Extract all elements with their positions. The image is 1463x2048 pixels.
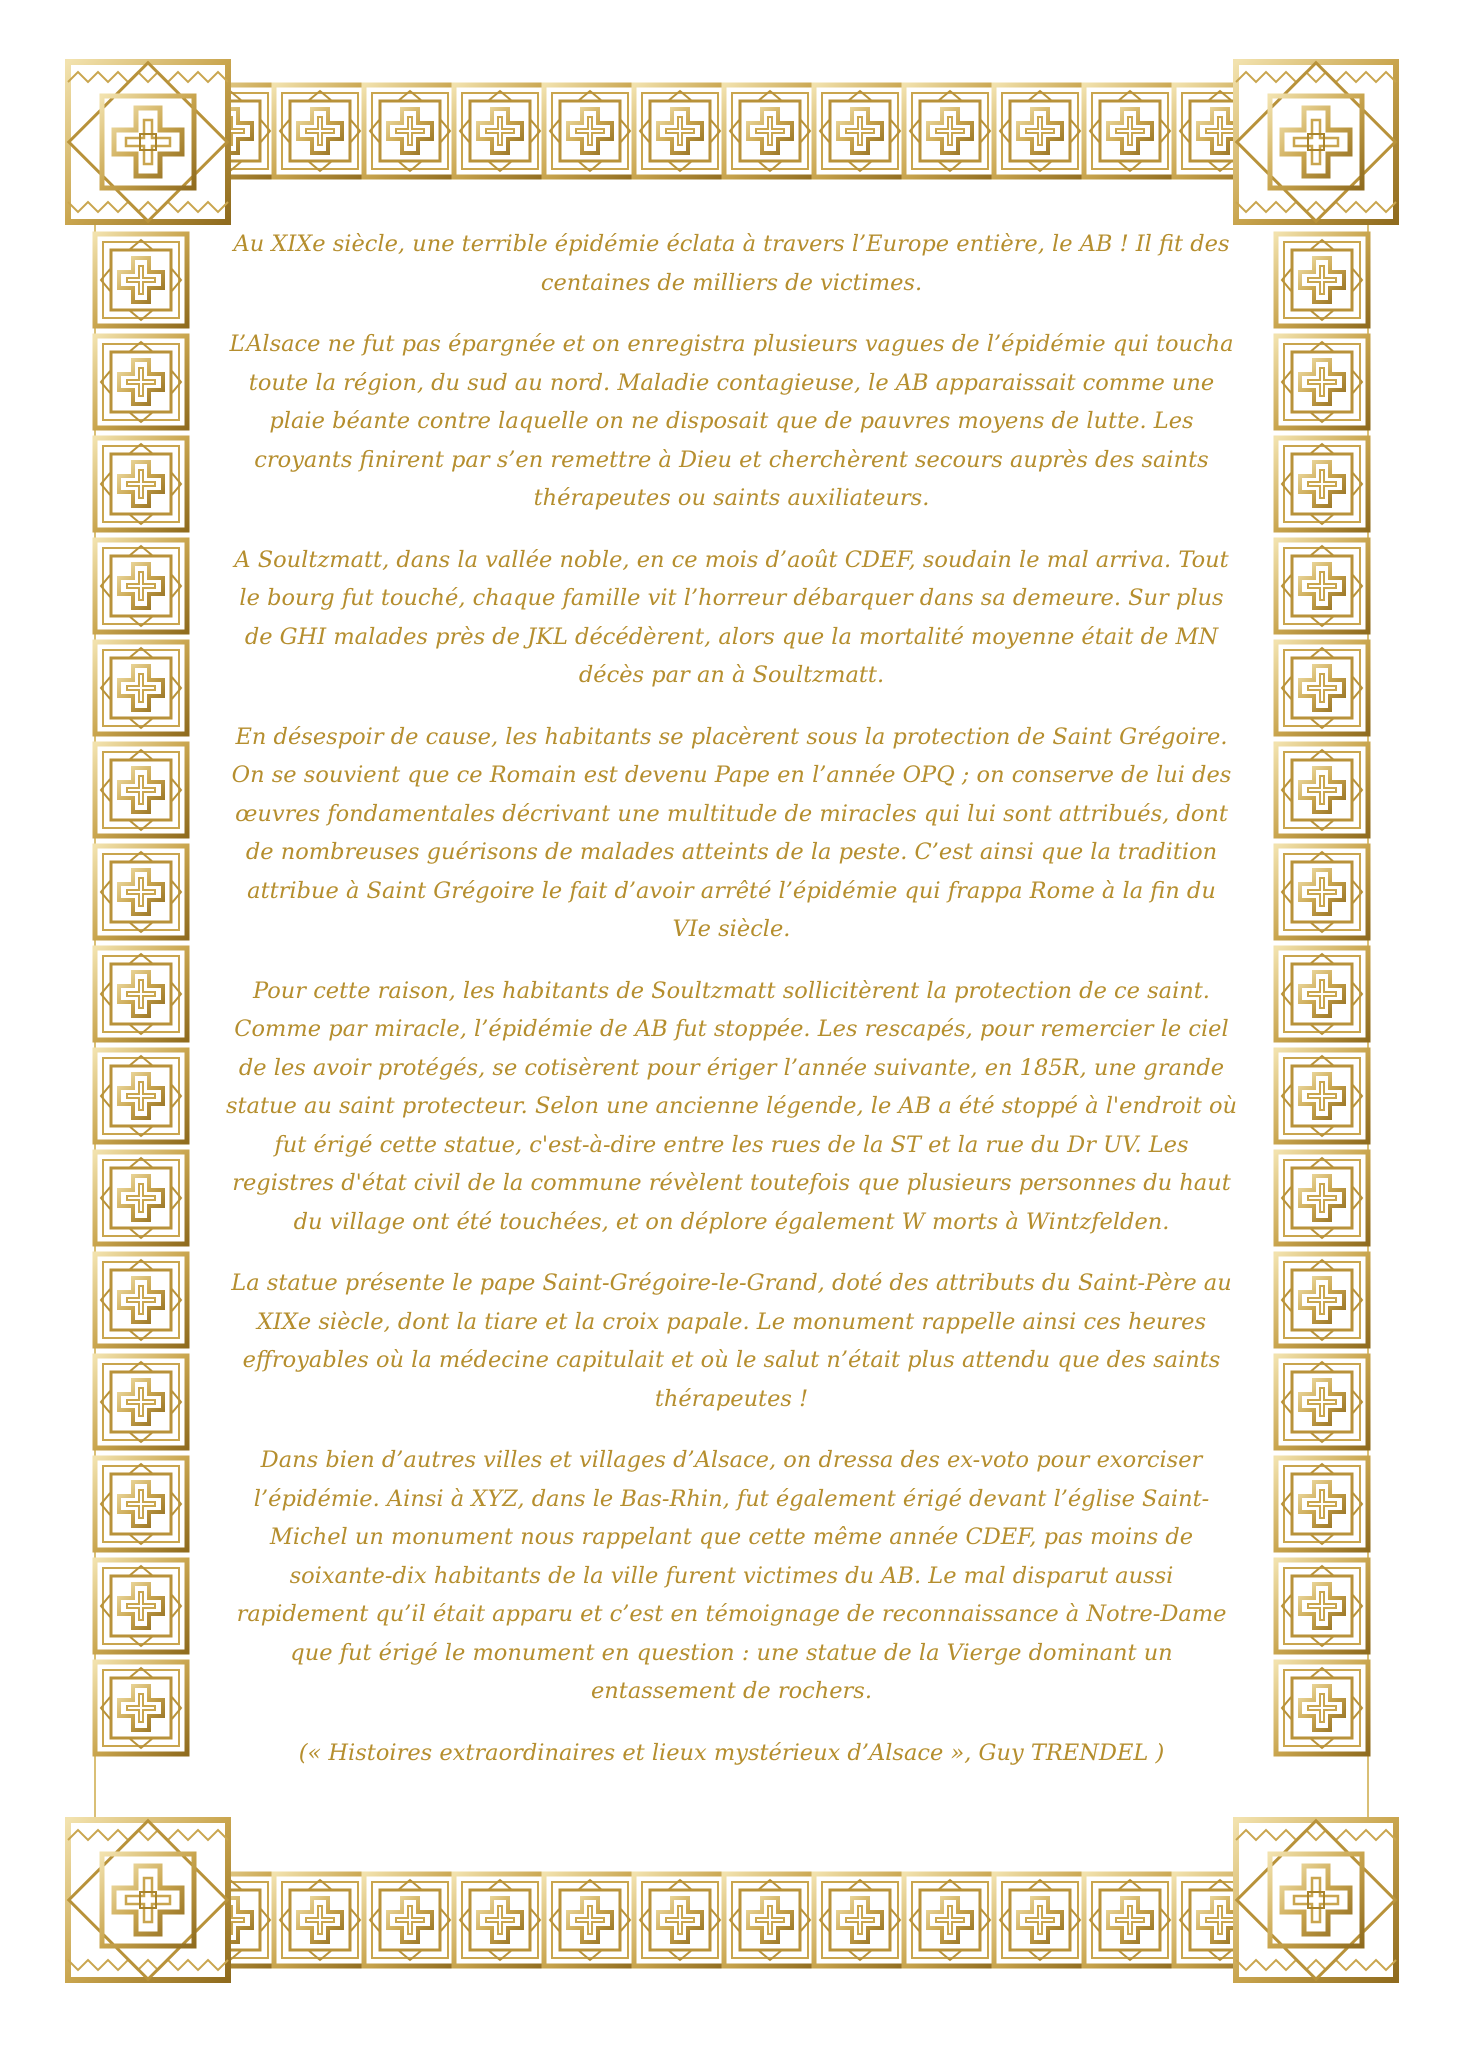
corner-ornament-bottom-left bbox=[68, 1820, 228, 1980]
paragraph-1: Au XIXe siècle, une terrible épidémie éclata à travers l’Europe entière, le AB ! Il fit des centaines de milliers de victimes. bbox=[233, 231, 1230, 296]
border-left-column bbox=[95, 234, 187, 1754]
paragraph-6: La statue présente le pape Saint-Grégoire-le-Grand, doté des attributs du Saint-Père au XIXe siècle, dont la tiare et la croix papale. Le monument rappelle ainsi ces heures effroyables où la médecine capitulait et où le salut n’était plus attendu que des saints thérapeutes ! bbox=[231, 1270, 1232, 1412]
corner-ornament-top-left bbox=[68, 62, 228, 222]
paragraph-3: A Soultzmatt, dans la vallée noble, en ce mois d’août CDEF, soudain le mal arriva. Tout le bourg fut touché, chaque famille vit l’horreur débarquer dans sa demeure. Sur plus de GHI malades près de JKL décédèrent, alors que la mortalité moyenne était de MN décès par an à Soultzmatt. bbox=[234, 546, 1229, 688]
border-right-column bbox=[1276, 234, 1368, 1754]
border-bottom-row bbox=[184, 1874, 1266, 1966]
source-citation: (« Histoires extraordinaires et lieux mystérieux d’Alsace », Guy TRENDEL ) bbox=[298, 1739, 1165, 1766]
corner-ornament-top-right bbox=[1236, 62, 1396, 222]
corner-ornament-bottom-right bbox=[1236, 1820, 1396, 1980]
paragraph-2: L’Alsace ne fut pas épargnée et on enregistra plusieurs vagues de l’épidémie qui toucha toute la région, du sud au nord. Maladie contagieuse, le AB apparaissait comme une plaie béante contre laquelle on ne disposait que de pauvres moyens de lutte. Les croyants finirent par s’en remettre à Dieu et cherchèrent secours auprès des saints thérapeutes ou saints auxiliateurs. bbox=[229, 331, 1234, 511]
border-top-row bbox=[184, 85, 1266, 177]
document-body bbox=[225, 225, 1238, 1815]
paragraph-7: Dans bien d’autres villes et villages d’Alsace, on dressa des ex-voto pour exorciser l’épidémie. Ainsi à XYZ, dans le Bas-Rhin, fut également érigé devant l’église Saint-Michel un monument nous rappelant que cette même année CDEF, pas moins de soixante-dix habitants de la ville furent victimes du AB. Le mal disparut aussi rapidement qu’il était apparu et c’est en témoignage de reconnaissance à Notre-Dame que fut érigé le monument en question : une statue de la Vierge dominant un entassement de rochers. bbox=[236, 1447, 1227, 1704]
paragraph-4: En désespoir de cause, les habitants se placèrent sous la protection de Saint Grégoire. On se souvient que ce Romain est devenu Pape en l’année OPQ ; on conserve de lui des œuvres fondamentales décrivant une multitude de miracles qui lui sont attribués, dont de nombreuses guérisons de malades atteints de la peste. C’est ainsi que la tradition attribue à Saint Grégoire le fait d’avoir arrêté l’épidémie qui frappa Rome à la fin du VIe siècle. bbox=[231, 723, 1232, 942]
paragraph-5: Pour cette raison, les habitants de Soultzmatt sollicitèrent la protection de ce saint. Comme par miracle, l’épidémie de AB fut stoppée. Les rescapés, pour remercier le ciel de les avoir protégés, se cotisèrent pour ériger l’année suivante, en 185R, une grande statue au saint protecteur. Selon une ancienne légende, le AB a été stoppé à l'endroit où fut érigé cette statue, c'est-à-dire entre les rues de la ST et la rue du Dr UV. Les registres d'état civil de la commune révèlent toutefois que plusieurs personnes du haut du village ont été touchées, et on déplore également W morts à Wintzfelden. bbox=[225, 977, 1238, 1235]
